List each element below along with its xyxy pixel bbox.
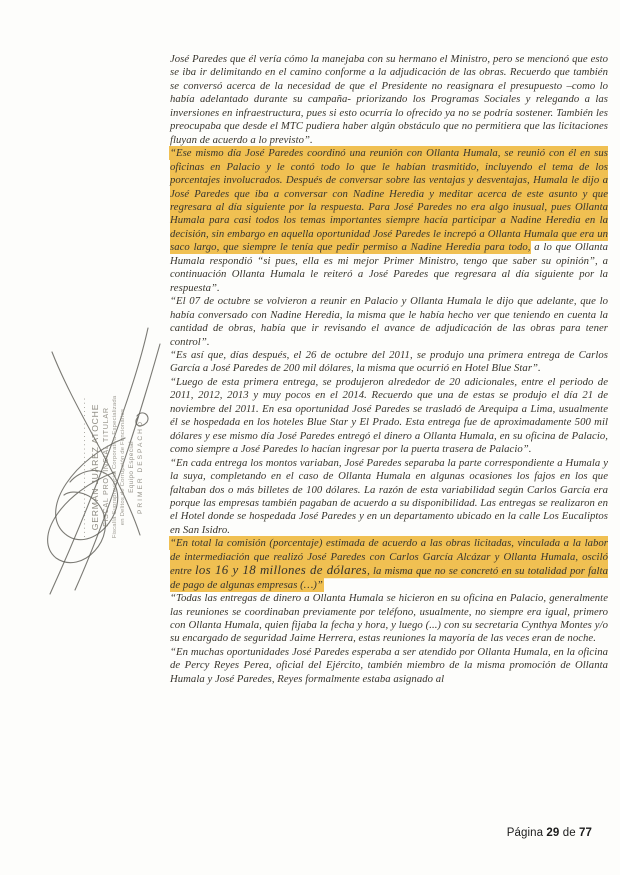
document-body xyxy=(170,53,608,686)
text-run: José Paredes que él vería cómo la manejaba con su hermano el Ministro, pero se mencionó que esto se iba ir delimitando en el camino conforme a la adjudicación de las obras. Recuerdo que también se conversó acerca de la necesidad de que el Presidente no reasignara el presupuesto –como lo había adelantado durante su campaña- priorizando los Programas Sociales y relegando a las inversiones en infraestructura, pues si esto ocurría lo ofrecido ya no se podría sostener. También les preocupaba que desde el MTC pudiera haber algún obstáculo que no permitiera que las licitaciones fluyan de acuerdo a lo previsto”. xyxy=(170,53,608,146)
stamp-line: PRIMER DESPACHO xyxy=(137,420,144,514)
page-number-current: 29 xyxy=(546,827,560,839)
page-number-total: 77 xyxy=(579,827,592,839)
text-run: “Luego de esta primera entrega, se produjeron alrededor de 20 adicionales, entre el periodo de 2011, 2012, 2013 y muy pocos en el 2014. Recuerdo que una de estas se produjo el día 21 de noviembre del 2011. En esa oportunidad José Paredes se trasladó de Arequipa a Lima, usualmente él se hospedada en los hoteles Blue Star y El Prado. Esta entrega fue de aproximadamente 500 mil dólares y ese mismo día José Paredes entregó el dinero a Ollanta Humala, en su oficina de Palacio, como siempre a José Paredes lo hacían ingresar por la puerta trasera de Palacio”. xyxy=(170,375,608,456)
page-number-separator: de xyxy=(562,827,576,839)
paragraph xyxy=(170,147,608,295)
paragraph xyxy=(170,646,608,686)
paragraph xyxy=(170,295,608,349)
stamp-line: en Delitos de Corrupción de Funcionarios xyxy=(120,408,126,526)
stamp-line: GERMÁN JUÁREZ ATOCHE xyxy=(90,403,100,531)
highlighted-text: los 16 y 18 millones de dólares xyxy=(195,563,368,578)
paragraph xyxy=(170,457,608,538)
highlighted-text: “En total la comisión (porcentaje) estimada de acuerdo a las obras licitadas, vinculada a la labor de intermediación que realizó José Paredes con Carlos García Alcázar y Ollanta Humala, osciló entre xyxy=(170,537,608,578)
text-run: “Todas las entregas de dinero a Ollanta Humala se hicieron en su oficina en Palacio, generalmente las reuniones se coordinaban previamente por teléfono, usualmente, no siempre era igual, primero con Ollanta Humala, quien fijaba la fecha y hora, y luego (...) con su secretaria Cynthya Montes y/o su encargado de seguridad Jaime Herrera, estas reuniones la mayoría de las veces eran de noche. xyxy=(170,592,608,645)
highlighted-text: “Ese mismo día José Paredes coordinó una reunión con Ollanta Humala, se reunió con él en sus oficinas en Palacio y le contó todo lo que le habían trasmitido, incluyendo el tema de los porcentajes involucrados. Después de conversar sobre las ventajas y desventajas, Humala le dijo a José Paredes que iba a conversar con Nadine Heredia y meditar acerca de este asunto y que regresara al día siguiente por la respuesta. Para José Paredes no era algo inusual, pues Ollanta Humala para casi todos los temas importantes siempre hacía participar a Nadine Heredia en la decisión, sin embargo en aquella oportunidad José Paredes le increpó a Ollanta Humala que era un saco largo, que siempre le tenía que pedir permiso a Nadine Heredia para todo, xyxy=(170,147,608,254)
text-run: “En cada entrega los montos variaban, José Paredes separaba la parte correspondiente a Humala y la suya, completando en el caso de Ollanta Humala en algunas ocasiones los fajos en los que faltaban dos o más billetes de 100 dólares. La razón de esta variabilidad según Carlos García era porque las empresas también pagaban de acuerdo a su disponibilidad. Las entregas se realizaron en el Hotel donde se hospedada José Paredes y en un departamento ubicado en la calle Los Eucaliptos en San Isidro. xyxy=(170,456,608,536)
highlighted-text: , la misma que no se concretó en su totalidad por falta de pago de algunas empresas (…)” xyxy=(170,565,608,591)
stamp-line: ·································· xyxy=(80,396,89,538)
text-run: “En muchas oportunidades José Paredes esperaba a ser atendido por Ollanta Humala, en la oficina de Percy Reyes Perea, oficial del Ejército, también miembro de la misma promoción de Ollanta Humala y José Paredes, Reyes formalmente estaba asignado al xyxy=(170,645,608,685)
paragraph xyxy=(170,592,608,646)
signature-icon xyxy=(22,320,167,610)
paragraph xyxy=(170,53,608,147)
stamp-line: FISCAL PROVINCIAL TITULAR xyxy=(101,407,110,527)
stamp-line: Fiscalía Supraprovincial Corporativa Especializada xyxy=(112,395,118,539)
paragraph xyxy=(170,376,608,457)
page-number-prefix: Página xyxy=(506,827,544,839)
text-run: a lo que Ollanta Humala respondió “si pues, ella es mi mejor Primer Ministro, tengo que saber su opinión”, a continuación Ollanta Humala le reiteró a José Paredes que regresara al día siguiente por la respuesta”. xyxy=(170,241,608,294)
paragraph xyxy=(170,349,608,376)
paragraph xyxy=(170,537,608,592)
text-run: “El 07 de octubre se volvieron a reunir en Palacio y Ollanta Humala le dijo que adelante, que lo había conversado con Nadine Heredia, la misma que le había hecho ver que teniendo en cuenta la cantidad de obras, había que ir revisando el avance de adjudicación de las obras para tener control”. xyxy=(170,295,608,348)
stamp-line: Equipo Especial xyxy=(128,441,135,493)
page-number xyxy=(507,827,592,839)
text-run: “Es así que, días después, el 26 de octubre del 2011, se produjo una primera entrega de Carlos García a José Paredes de 200 mil dólares, la misma que ocurrió en Hotel Blue Star”. xyxy=(170,348,608,375)
